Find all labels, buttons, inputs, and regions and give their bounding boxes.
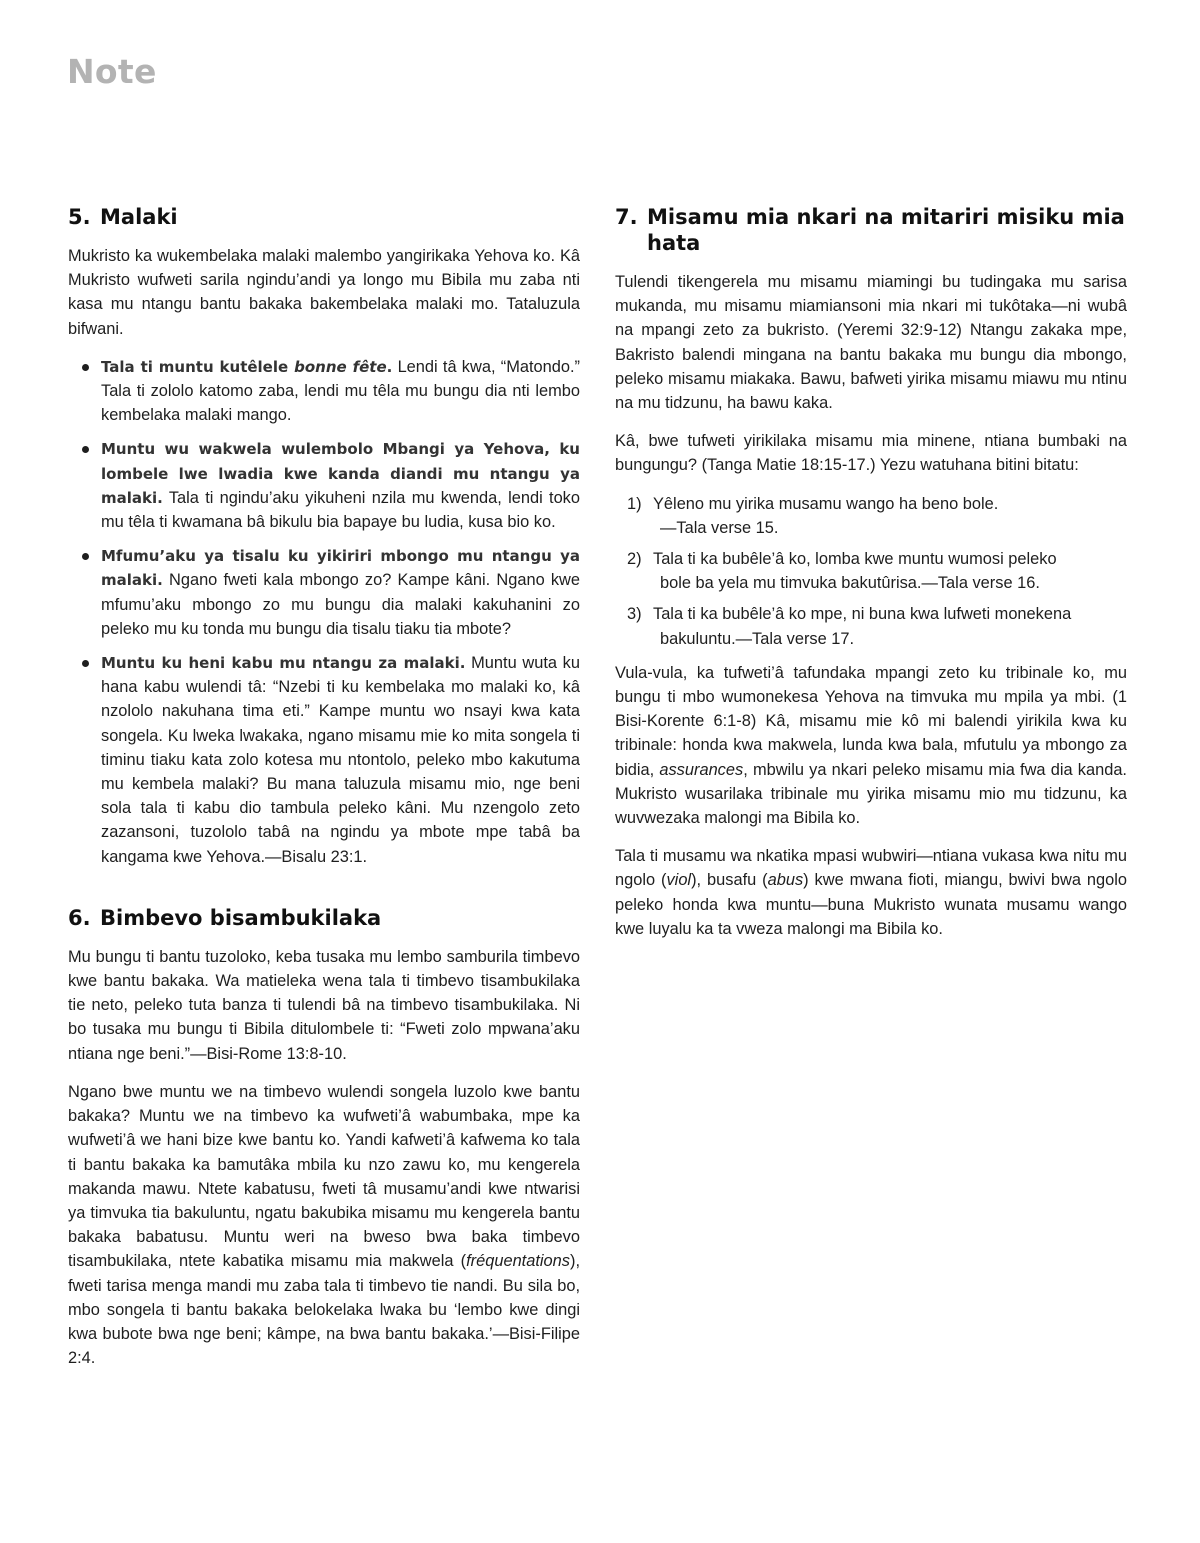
foreign-term: bonne fête — [294, 357, 387, 376]
paragraph: Mu bungu ti bantu tuzoloko, keba tusaka mu lembo samburila timbevo kwe bantu bakaka. Wa matieleka wena tala ti timbevo tisambukilaka tie neto, peleko tuta banza ti tulendi bâ na timbevo tisambukilaka. Ni bo tusaka mu bungu ti Bibila ditulombele ti: “Fweti zolo mpwana’aku ntiana nge beni.”—Bisi-Rome 13:8-10. — [68, 947, 580, 1063]
section-title: Malaki — [100, 205, 178, 229]
step-text: Yêleno mu yirika musamu wango ha beno bole. — [653, 494, 999, 513]
foreign-term: abus — [767, 871, 804, 890]
step-reference: bole ba yela mu timvuka bakutûrisa.—Tala verse 16. — [660, 574, 1040, 593]
foreign-term: fréquentations — [466, 1252, 570, 1271]
step-reference: bakuluntu.—Tala verse 17. — [660, 629, 855, 648]
paragraph: Tala ti musamu wa nkatika mpasi wubwiri—ntiana vukasa kwa nitu mu ngolo (viol), busafu (abus) kwe mwana fioti, miangu, bwivi bwa ngolo peleko honda kwa muntu—buna Mukristo wunata musamu wango kwe luyalu ka ta vweza malongi ma Bibila ko. — [615, 847, 1127, 938]
step-text: Tala ti ka bubêle’â ko mpe, ni buna kwa lufweti monekena — [653, 605, 1072, 624]
bullet-lead: Tala ti muntu kutêlele bonne fête. — [101, 357, 393, 376]
foreign-term: assurances — [659, 760, 744, 779]
step-item — [627, 492, 1127, 540]
bullet-item — [82, 651, 580, 869]
bullet-icon — [82, 553, 89, 560]
bullet-lead: Muntu ku heni kabu mu ntangu za malaki. — [101, 654, 466, 673]
bullet-icon — [82, 364, 89, 371]
bullet-list — [68, 355, 580, 869]
paragraph: Vula-vula, ka tufweti’â tafundaka mpangi zeto ku tribinale ko, mu bungu ti mbo wumonekesa Yehova na timvuka mu mpila ya mbi. (1 Bisi-Korente 6:1-8) Kâ, misamu mie kô mi balendi yirikila kwa ku tribinale: honda kwa makwela, lunda kwa bala, mfutulu ya mbongo za bidia, assurances, mbwilu ya nkari peleko misamu mia fwa dia kanda. Mukristo wusarilaka tribinale mu yirika misamu mio mu tidzunu, ka wuvwezaka malongi ma Bibila ko. — [615, 663, 1127, 828]
bullet-lead: Muntu wu wakwela wulembolo Mbangi ya Yehova, ku lombele lwe lwadia kwe kanda diandi mu ntangu ya malaki. — [101, 440, 580, 507]
bullet-text: Lendi tâ kwa, “Matondo.” Tala ti zololo katomo zaba, lendi mu têla mu bungu dia nti lembo kembelaka malaki mango. — [101, 357, 581, 425]
step-number: 2) — [627, 550, 642, 569]
step-text: Tala ti ka bubêle’â ko, lomba kwe muntu wumosi peleko — [653, 550, 1057, 569]
bullet-text: Muntu wuta ku hana kabu wulendi tâ: “Nzebi ti ku kembelaka mo malaki ko, kâ nzololo nakuhana tima eti.” Kampe muntu wo nsayi kwa kata songela. Ku lweka lwakaka, ngano misamu mie ko mita songela ti timinu tiaku kata zolo kotesa mu ntontolo, peleko mbo kakutuma mu kembela malaki? Bu mana taluzula misamu mio, nge beni sola tala ti kabu dio tambula peleko kâni. Mu nzengolo zeto zazansoni, tuzololo tabâ na ngindu ya mbote mpe tabâ ba kangama kwe Yehova.—Bisalu 23:1. — [101, 654, 580, 866]
bullet-icon — [82, 446, 89, 453]
step-item — [627, 602, 1127, 650]
paragraph: Tulendi tikengerela mu misamu miamingi bu tudingaka mu sarisa mukanda, mu misamu miamiansoni mia nkari mi tukôtaka—ni wubâ na mpangi zeto za bukristo. (Yeremi 32:9-12) Ntangu zakaka mpe, Bakristo balendi mingana na bantu bakaka mu bungu dia mbongo, peleko misamu miakaka. Bawu, bafweti yirika misamu miawu mu ntinu na mu tidzunu, ha bawu kaka. — [615, 273, 1127, 413]
numbered-steps — [615, 492, 1127, 651]
bullet-item — [82, 355, 580, 428]
section-number: 6. — [68, 905, 91, 930]
bullet-text: Tala ti ngindu’aku yikuheni nzila mu kwenda, lendi toko mu têla ti kwamana bâ bikulu bia bapaye bu ludia, kusa bio ko. — [101, 488, 580, 532]
step-reference: —Tala verse 15. — [660, 518, 779, 537]
left-column — [68, 204, 580, 1384]
section-intro: Mukristo ka wukembelaka malaki malembo yangirikaka Yehova ko. Kâ Mukristo wufweti sarila ngindu’andi ya longo mu Bibila mu zaba nti kasa mu ntangu bantu bakaka bakembelaka malaki mo. Tataluzula bifwani. — [68, 247, 580, 338]
paragraph: Ngano bwe muntu we na timbevo wulendi songela luzolo kwe bantu bakaka? Muntu we na timbevo ka wufweti’â wabumbaka, mpe ka wufweti’â we hani bize kwe bantu ko. Yandi kafweti’â kafwema ko tala ti bantu bakaka ka bamutâka mbila ku nzo zawu ko, mu kengerela makanda mawu. Ntete kabatusu, fweti tâ musamu’andi kwe ntwarisi ya timvuka tia bakuluntu, ngatu bakubika misamu mu kengerela bantu bakaka babatusu. Muntu weri na bweso bwa baka timbevo tisambukilaka, ntete kabatika misamu mia makwela (fréquentations), fweti tarisa menga mandi mu zaba tala ti timbevo tie nandi. Bu sila bo, mbo songela ti bantu bakaka belokelaka lwaka bu ‘lembo kwe dingi kwa bubote bwa nge beni; kâmpe, na bwa bantu bakaka.’—Bisi-Filipe 2:4. — [68, 1082, 580, 1368]
right-column — [615, 204, 1127, 955]
section-heading — [68, 204, 580, 230]
bullet-text: Ngano fweti kala mbongo zo? Kampe kâni. Ngano kwe mfumu’aku mbongo zo mu bungu dia malaki kakuhanini zo peleko mu ku tonda mu bungu dia tisalu tiaku tia mbote? — [101, 571, 580, 638]
step-number: 1) — [627, 494, 642, 513]
section-malaki — [68, 204, 580, 869]
page-title: Note — [67, 52, 157, 91]
section-bimbevo — [68, 905, 580, 1370]
section-heading — [615, 204, 1127, 256]
section-heading — [68, 905, 580, 931]
paragraph: Kâ, bwe tufweti yirikilaka misamu mia minene, ntiana bumbaki na bungungu? (Tanga Matie 18:15-17.) Yezu watuhana bitini bitatu: — [615, 432, 1127, 475]
step-item — [627, 547, 1127, 595]
section-number: 5. — [68, 205, 91, 229]
bullet-lead: Mfumu’aku ya tisalu ku yikiriri mbongo mu ntangu ya malaki. — [101, 547, 580, 590]
bullet-icon — [82, 660, 89, 667]
section-title: Misamu mia nkari na mitariri misiku mia hata — [647, 205, 1125, 255]
bullet-item — [82, 437, 580, 534]
section-number: 7. — [615, 205, 638, 229]
section-misamu — [615, 204, 1127, 941]
bullet-item — [82, 544, 580, 641]
foreign-term: viol — [666, 871, 692, 890]
step-number: 3) — [627, 605, 642, 624]
section-title: Bimbevo bisambukilaka — [100, 905, 382, 930]
